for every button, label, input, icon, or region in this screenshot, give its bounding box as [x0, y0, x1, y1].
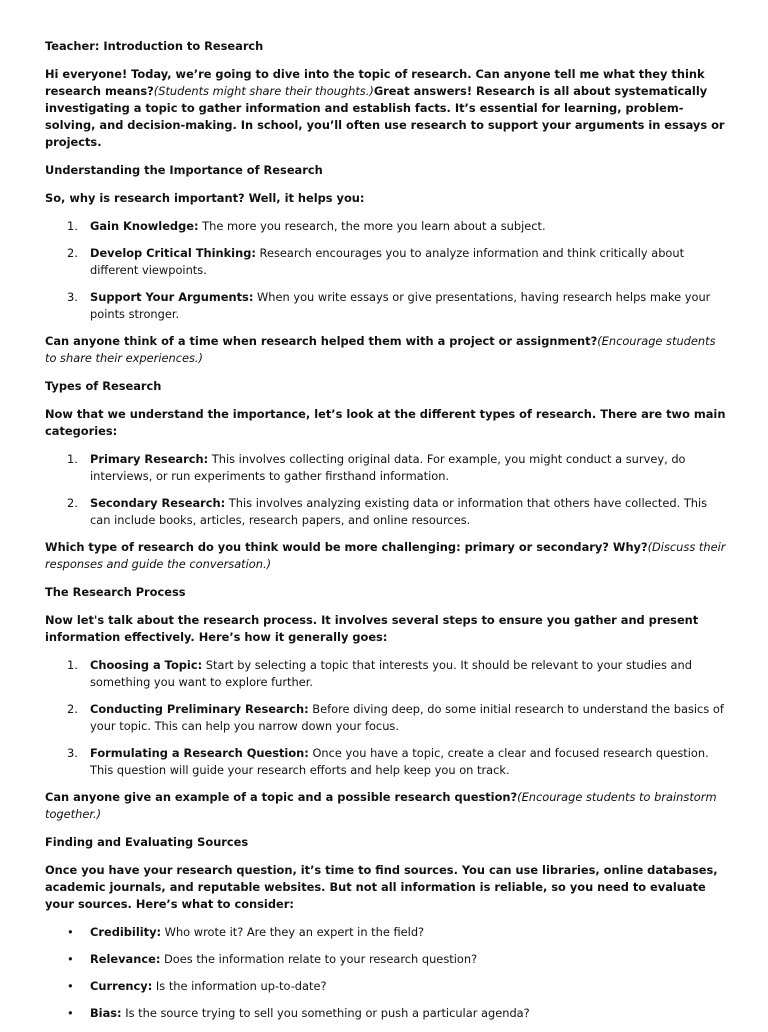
- list-item: [45, 245, 730, 279]
- list-number: 1.: [67, 219, 78, 233]
- list-term: Choosing a Topic:: [90, 658, 203, 672]
- list-term: Formulating a Research Question:: [90, 746, 309, 760]
- list-text: Research encourages you to analyze information and think critically about different viewpoints.: [90, 246, 685, 277]
- question-text: Can anyone think of a time when research helped them with a project or assignment?: [45, 334, 598, 348]
- document-page: [45, 38, 730, 1032]
- list-number: 3.: [67, 746, 78, 760]
- bullet-icon: •: [67, 952, 74, 966]
- list-item: [45, 924, 730, 941]
- list-number: 1.: [67, 658, 78, 672]
- intro-bold-2: Great answers! Research is all about systematically investigating a topic to gather information and establish facts. It’s essential for learning, problem-solving, and decision-making. In school, you’ll often use research to support your arguments in essays or projects.: [45, 84, 725, 149]
- list-term: Bias:: [90, 1006, 122, 1020]
- sources-list: [45, 924, 730, 1022]
- list-number: 3.: [67, 290, 78, 304]
- intro-bold-1: Hi everyone! Today, we’re going to dive into the topic of research. Can anyone tell me what they think research means?: [45, 67, 705, 98]
- question-note: (Discuss their responses and guide the conversation.): [45, 540, 726, 571]
- list-item: [45, 701, 730, 735]
- list-text: This involves collecting original data. For example, you might conduct a survey, do interviews, or run experiments to gather firsthand information.: [90, 452, 686, 483]
- list-text: The more you research, the more you learn about a subject.: [198, 219, 546, 233]
- bullet-icon: •: [67, 925, 74, 939]
- list-text: Once you have a topic, create a clear and focused research question. This question will guide your research efforts and help keep you on track.: [90, 746, 709, 777]
- list-item: [45, 978, 730, 995]
- list-item: [45, 745, 730, 779]
- question-note: (Encourage students to share their experiences.): [45, 334, 716, 365]
- list-text: Does the information relate to your research question?: [160, 952, 478, 966]
- list-text: Is the source trying to sell you something or push a particular agenda?: [121, 1006, 530, 1020]
- importance-heading: Understanding the Importance of Research: [45, 163, 323, 177]
- types-list: [45, 451, 730, 529]
- types-heading: Types of Research: [45, 379, 162, 393]
- list-term: Develop Critical Thinking:: [90, 246, 256, 260]
- list-term: Gain Knowledge:: [90, 219, 199, 233]
- list-number: 2.: [67, 246, 78, 260]
- list-item: [45, 289, 730, 323]
- list-item: [45, 657, 730, 691]
- list-text: Who wrote it? Are they an expert in the field?: [161, 925, 425, 939]
- list-text: This involves analyzing existing data or information that others have collected. This can include books, articles, research papers, and online resources.: [90, 496, 708, 527]
- sources-heading: Finding and Evaluating Sources: [45, 835, 249, 849]
- process-question: [45, 789, 730, 823]
- list-number: 2.: [67, 702, 78, 716]
- question-text: Can anyone give an example of a topic and a possible research question?: [45, 790, 518, 804]
- list-item: [45, 218, 730, 235]
- list-term: Support Your Arguments:: [90, 290, 254, 304]
- bullet-icon: •: [67, 1006, 74, 1020]
- intro-paragraph: [45, 66, 730, 151]
- question-text: Which type of research do you think would be more challenging: primary or secondary? Why?: [45, 540, 648, 554]
- importance-list: [45, 218, 730, 323]
- list-term: Primary Research:: [90, 452, 209, 466]
- list-number: 1.: [67, 452, 78, 466]
- list-number: 2.: [67, 496, 78, 510]
- importance-lead: So, why is research important? Well, it helps you:: [45, 191, 365, 205]
- list-item: [45, 1005, 730, 1022]
- list-term: Relevance:: [90, 952, 161, 966]
- process-lead: Now let's talk about the research process. It involves several steps to ensure you gather and present information effectively. Here’s how it generally goes:: [45, 613, 699, 644]
- sources-lead: Once you have your research question, it’s time to find sources. You can use libraries, online databases, academic journals, and reputable websites. But not all information is reliable, so you need to evaluate your sources. Here’s what to consider:: [45, 863, 718, 911]
- list-item: [45, 495, 730, 529]
- types-question: [45, 539, 730, 573]
- types-lead: Now that we understand the importance, let’s look at the different types of research. There are two main categories:: [45, 407, 726, 438]
- list-item: [45, 451, 730, 485]
- process-list: [45, 657, 730, 779]
- list-term: Secondary Research:: [90, 496, 226, 510]
- importance-question: [45, 333, 730, 367]
- list-text: Is the information up-to-date?: [152, 979, 327, 993]
- list-text: Before diving deep, do some initial research to understand the basics of your topic. This can help you narrow down your focus.: [90, 702, 724, 733]
- document-title: Teacher: Introduction to Research: [45, 39, 264, 53]
- list-term: Conducting Preliminary Research:: [90, 702, 309, 716]
- list-term: Currency:: [90, 979, 153, 993]
- process-heading: The Research Process: [45, 585, 186, 599]
- list-item: [45, 951, 730, 968]
- list-term: Credibility:: [90, 925, 162, 939]
- bullet-icon: •: [67, 979, 74, 993]
- list-text: Start by selecting a topic that interests you. It should be relevant to your studies and something you want to explore further.: [90, 658, 692, 689]
- intro-italic-note: (Students might share their thoughts.): [153, 84, 374, 98]
- question-note: (Encourage students to brainstorm together.): [45, 790, 717, 821]
- list-text: When you write essays or give presentations, having research helps make your points stronger.: [90, 290, 711, 321]
